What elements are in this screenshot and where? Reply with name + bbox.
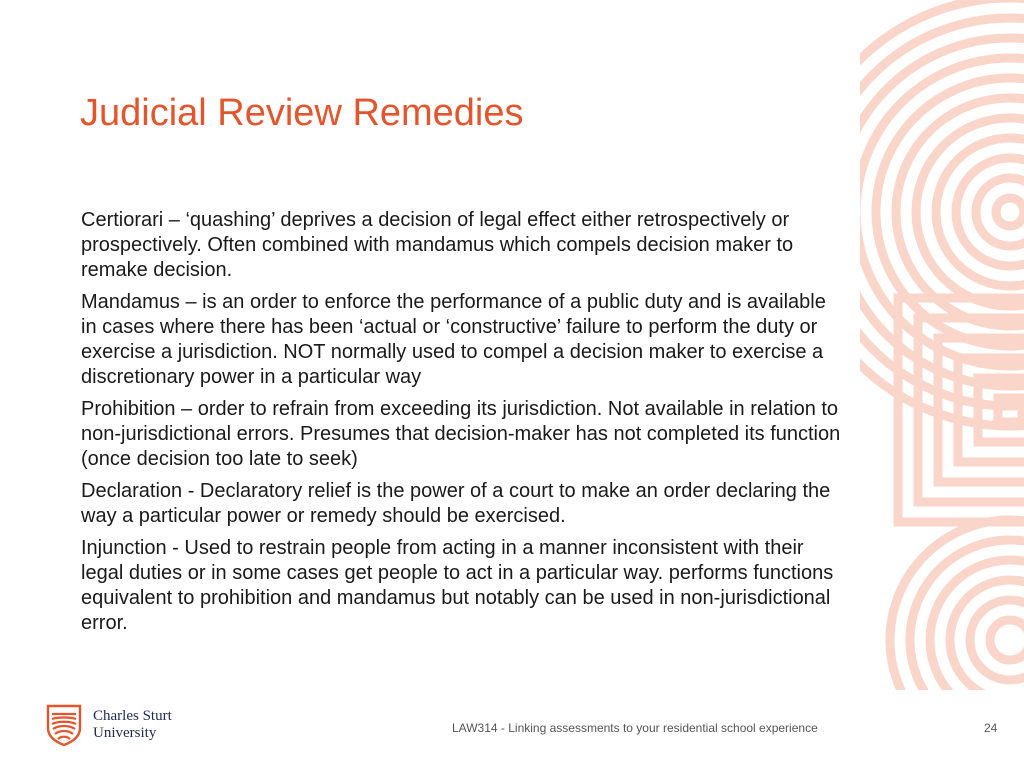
university-logo	[46, 704, 172, 746]
paragraph-prohibition: Prohibition – order to refrain from exceeding its jurisdiction. Not available in relation to non-jurisdictional errors. Presumes that decision-maker has not completed its function (once decision too late to seek)	[81, 398, 841, 470]
logo-line-2: University	[93, 725, 157, 741]
slide-body	[81, 208, 841, 643]
paragraph-injunction: Injunction - Used to restrain people from acting in a manner inconsistent with their legal duties or in some cases get people to act in a particular way. performs functions equivalent to prohibition and mandamus but notably can be used in non-jurisdictional error.	[81, 537, 834, 634]
logo-text	[93, 708, 172, 742]
footer-course-text: LAW314 - Linking assessments to your residential school experience	[452, 721, 818, 735]
charles-sturt-shield-icon	[46, 704, 82, 746]
logo-line-1: Charles Sturt	[93, 708, 172, 724]
paragraph-declaration: Declaration - Declaratory relief is the power of a court to make an order declaring the way a particular power or remedy should be exercised.	[81, 480, 831, 527]
slide-title: Judicial Review Remedies	[80, 92, 524, 134]
paragraph-certiorari: Certiorari – ‘quashing’ deprives a decision of legal effect either retrospectively or prospectively. Often combined with mandamus which compels decision maker to remake decision.	[81, 209, 794, 281]
decorative-pattern	[860, 0, 1024, 690]
page-number: 24	[984, 721, 998, 735]
paragraph-mandamus: Mandamus – is an order to enforce the performance of a public duty and is available in cases where there has been ‘actual or ‘constructive’ failure to perform the duty or exercise a jurisdiction. NOT normally used to compel a decision maker to exercise a discretionary power in a particular way	[81, 291, 826, 388]
